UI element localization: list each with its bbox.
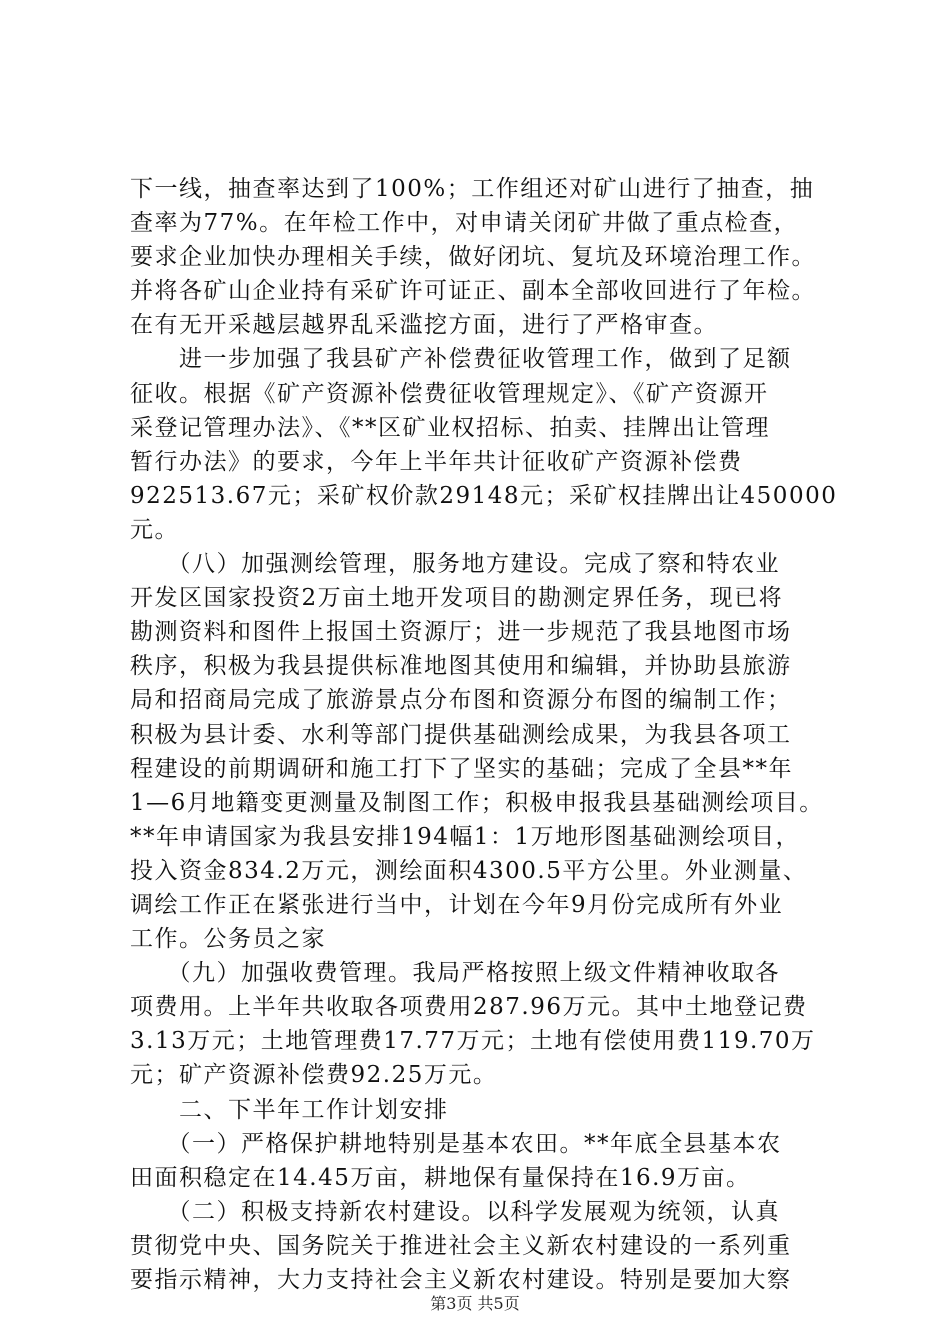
text-line: 调绘工作正在紧张进行当中，计划在今年9月份完成所有外业: [130, 891, 784, 918]
text-line: 贯彻党中央、国务院关于推进社会主义新农村建设的一系列重: [130, 1232, 792, 1259]
text-line: （一）严格保护耕地特别是基本农田。**年底全县基本农: [130, 1130, 782, 1157]
text-line: 在有无开采越层越界乱采滥挖方面，进行了严格审查。: [130, 312, 718, 339]
text-line: 1—6月地籍变更测量及制图工作；积极申报我县基础测绘项目。: [130, 789, 824, 816]
text-line: 元；矿产资源补偿费92.25万元。: [130, 1062, 498, 1089]
text-line: 积极为县计委、水利等部门提供基础测绘成果，为我县各项工: [130, 721, 792, 748]
text-line: 征收。根据《矿产资源补偿费征收管理规定》、《矿产资源开: [130, 380, 769, 407]
text-line: 项费用。上半年共收取各项费用287.96万元。其中土地登记费: [130, 994, 808, 1021]
text-line: （二）积极支持新农村建设。以科学发展观为统领，认真: [130, 1198, 780, 1225]
text-line: 要求企业加快办理相关手续，做好闭坑、复坑及环境治理工作。: [130, 244, 816, 271]
text-line: 922513.67元；采矿权价款29148元；采矿权挂牌出让450000: [130, 482, 838, 509]
text-line: （九）加强收费管理。我局严格按照上级文件精神收取各: [130, 960, 780, 987]
text-line: 开发区国家投资2万亩土地开发项目的勘测定界任务，现已将: [130, 585, 784, 612]
document-body: [130, 172, 840, 1297]
text-line: 秩序，积极为我县提供标准地图其使用和编辑，并协助县旅游: [130, 653, 792, 680]
text-line: （八）加强测绘管理，服务地方建设。完成了察和特农业: [130, 551, 780, 578]
text-line: 工作。公务员之家: [130, 926, 326, 953]
text-line: 查率为77%。在年检工作中，对申请关闭矿井做了重点检查，: [130, 210, 799, 237]
text-line: 暂行办法》的要求，今年上半年共计征收矿产资源补偿费: [130, 448, 743, 475]
text-line: 勘测资料和图件上报国土资源厅；进一步规范了我县地图市场: [130, 619, 792, 646]
page-footer: 第3页 共5页: [430, 1294, 520, 1313]
text-line: 下一线，抽查率达到了100%；工作组还对矿山进行了抽查，抽: [130, 176, 815, 202]
text-line: 3.13万元；土地管理费17.77万元；土地有偿使用费119.70万: [130, 1028, 816, 1055]
text-line: 投入资金834.2万元，测绘面积4300.5平方公里。外业测量、: [130, 857, 808, 884]
text-line: 二、下半年工作计划安排: [130, 1096, 449, 1123]
text-line: 局和招商局完成了旅游景点分布图和资源分布图的编制工作；: [130, 687, 792, 714]
text-line: 程建设的前期调研和施工打下了坚实的基础；完成了全县**年: [130, 755, 793, 782]
text-line: 元。: [130, 516, 179, 543]
text-line: 田面积稳定在14.45万亩，耕地保有量保持在16.9万亩。: [130, 1164, 751, 1191]
text-line: 要指示精神，大力支持社会主义新农村建设。特别是要加大察: [130, 1267, 792, 1293]
text-line: **年申请国家为我县安排194幅1：1万地形图基础测绘项目，: [130, 823, 801, 850]
text-line: 并将各矿山企业持有采矿许可证正、副本全部收回进行了年检。: [130, 278, 816, 305]
text-line: 进一步加强了我县矿产补偿费征收管理工作，做到了足额: [130, 346, 792, 373]
text-line: 采登记管理办法》、《**区矿业权招标、拍卖、挂牌出让管理: [130, 414, 770, 441]
